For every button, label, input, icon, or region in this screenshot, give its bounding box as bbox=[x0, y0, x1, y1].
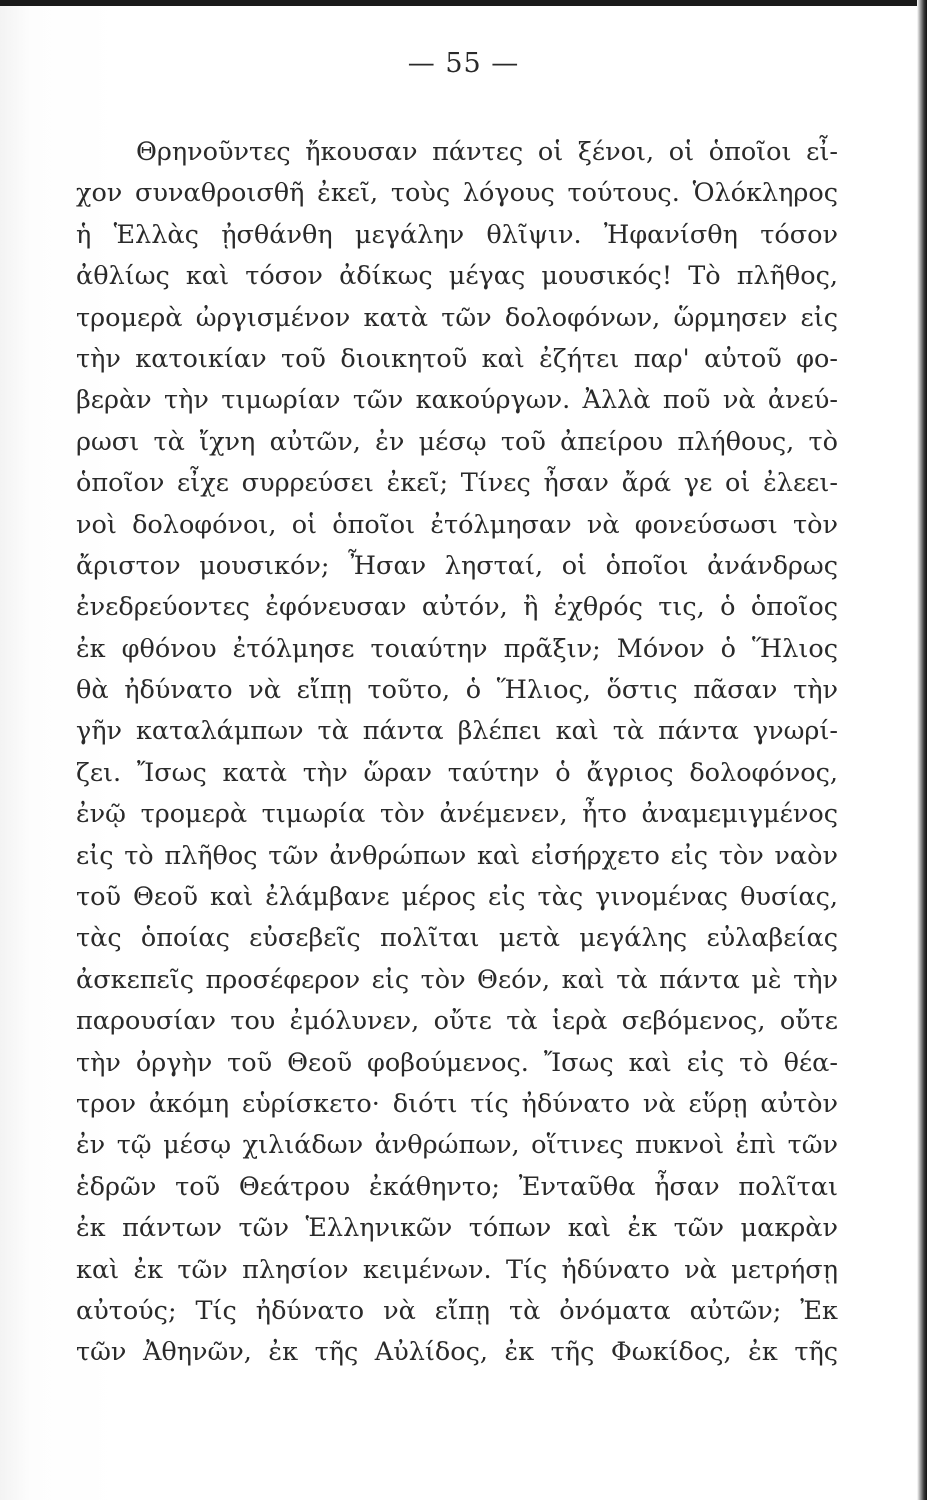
text-line: ἐνεδρεύοντες ἐφόνευσαν αὐτόν, ἢ ἐχθρός τις, ὁ ὁποῖος bbox=[76, 592, 838, 623]
text-line: ἐν τῷ μέσῳ χιλιάδων ἀνθρώπων, οἵτινες πυκνοὶ ἐπὶ τῶν bbox=[76, 1130, 838, 1161]
scan-top-border bbox=[0, 0, 927, 6]
text-line: ὁποῖον εἶχε συρρεύσει ἐκεῖ; Τίνες ἦσαν ἄρά γε οἱ ἐλεει- bbox=[76, 468, 838, 499]
text-line: τῶν Ἀθηνῶν, ἐκ τῆς Αὐλίδος, ἐκ τῆς Φωκίδος, ἐκ τῆς bbox=[76, 1337, 838, 1368]
text-line: τὰς ὁποίας εὐσεβεῖς πολῖται μετὰ μεγάλης εὐλαβείας bbox=[76, 923, 838, 954]
text-line: ἀθλίως καὶ τόσον ἀδίκως μέγας μουσικός! Τὸ πλῆθος, bbox=[76, 261, 838, 292]
text-line: Θρηνοῦντες ἤκουσαν πάντες οἱ ξένοι, οἱ ὁποῖοι εἶ- bbox=[136, 137, 838, 167]
body-text bbox=[76, 132, 838, 1374]
text-line: τρον ἀκόμη εὑρίσκετο· διότι τίς ἠδύνατο νὰ εὕρῃ αὐτὸν bbox=[76, 1088, 838, 1119]
text-line: βερὰν τὴν τιμωρίαν τῶν κακούργων. Ἀλλὰ ποῦ νὰ ἀνεύ- bbox=[76, 385, 838, 416]
text-line: καὶ ἐκ τῶν πλησίον κειμένων. Τίς ἠδύνατο νὰ μετρήσῃ bbox=[76, 1254, 838, 1285]
text-line: νοὶ δολοφόνοι, οἱ ὁποῖοι ἐτόλμησαν νὰ φονεύσωσι τὸν bbox=[76, 509, 838, 540]
text-line: ζει. Ἴσως κατὰ τὴν ὥραν ταύτην ὁ ἄγριος δολοφόνος, bbox=[76, 757, 838, 788]
text-line: γῆν καταλάμπων τὰ πάντα βλέπει καὶ τὰ πάντα γνωρί- bbox=[76, 716, 838, 747]
text-line: ἐκ φθόνου ἐτόλμησε τοιαύτην πρᾶξιν; Μόνον ὁ Ἥλιος bbox=[76, 633, 838, 664]
text-line: θὰ ἠδύνατο νὰ εἴπῃ τοῦτο, ὁ Ἥλιος, ὅστις πᾶσαν τὴν bbox=[76, 675, 838, 706]
text-line: ἀσκεπεῖς προσέφερον εἰς τὸν Θεόν, καὶ τὰ πάντα μὲ τὴν bbox=[76, 964, 838, 995]
text-line: τὴν ὀργὴν τοῦ Θεοῦ φοβούμενος. Ἴσως καὶ εἰς τὸ θέα- bbox=[76, 1047, 838, 1078]
text-line: τρομερὰ ὠργισμένον κατὰ τῶν δολοφόνων, ὥρμησεν εἰς bbox=[76, 302, 838, 333]
text-line: χον συναθροισθῆ ἐκεῖ, τοὺς λόγους τούτους. Ὁλόκληρος bbox=[76, 178, 838, 209]
text-line: ἑδρῶν τοῦ Θεάτρου ἐκάθηντο; Ἐνταῦθα ἦσαν πολῖται bbox=[76, 1171, 838, 1202]
text-line: εἰς τὸ πλῆθος τῶν ἀνθρώπων καὶ εἰσήρχετο εἰς τὸν ναὸν bbox=[76, 840, 838, 871]
text-line: αὐτούς; Τίς ἠδύνατο νὰ εἴπῃ τὰ ὀνόματα αὐτῶν; Ἐκ bbox=[76, 1295, 838, 1326]
text-line: τοῦ Θεοῦ καὶ ἐλάμβανε μέρος εἰς τὰς γινομένας θυσίας, bbox=[76, 882, 838, 913]
text-line: τὴν κατοικίαν τοῦ διοικητοῦ καὶ ἐζήτει παρ' αὐτοῦ φο- bbox=[76, 343, 838, 374]
scan-right-shadow bbox=[917, 0, 927, 1500]
text-line: ἡ Ἑλλὰς ᾐσθάνθη μεγάλην θλῖψιν. Ἠφανίσθη τόσον bbox=[76, 219, 838, 250]
text-line: ἄριστον μουσικόν; Ἦσαν λησταί, οἱ ὁποῖοι ἀνάνδρως bbox=[76, 550, 838, 581]
page-number: — 55 — bbox=[407, 48, 520, 79]
text-line: ρωσι τὰ ἴχνη αὐτῶν, ἐν μέσῳ τοῦ ἀπείρου πλήθους, τὸ bbox=[76, 426, 838, 457]
text-line: παρουσίαν του ἐμόλυνεν, οὔτε τὰ ἱερὰ σεβόμενος, οὔτε bbox=[76, 1006, 838, 1037]
text-line: ἐνῷ τρομερὰ τιμωρία τὸν ἀνέμενεν, ἦτο ἀναμεμιγμένος bbox=[76, 799, 838, 830]
text-line: ἐκ πάντων τῶν Ἑλληνικῶν τόπων καὶ ἐκ τῶν μακρὰν bbox=[76, 1213, 838, 1244]
